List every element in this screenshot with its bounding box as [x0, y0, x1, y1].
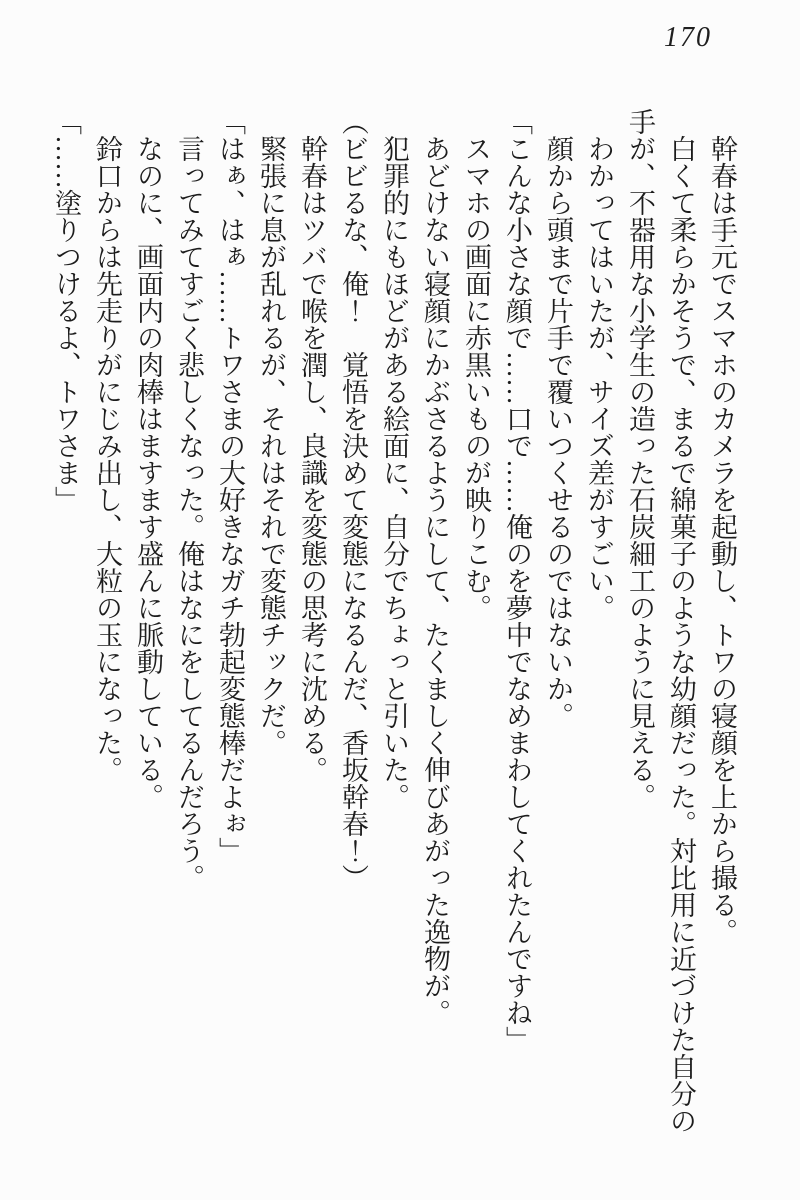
paragraph: 「こんな小さな顔で……口で……俺のを夢中でなめまわしてくれたんですね」 [502, 108, 532, 1053]
paragraph: わかってはいたが、サイズ差がすごい。 [584, 135, 614, 621]
page-number: 170 [664, 22, 712, 53]
paragraph: あどけない寝顔にかぶさるようにして、たくましく伸びあがった逸物が。 [420, 135, 450, 1026]
text-block [42, 108, 742, 1148]
paragraph: 鈴口からは先走りがにじみ出し、大粒の玉になった。 [92, 135, 122, 783]
paragraph: 犯罪的にもほどがある絵面に、自分でちょっと引いた。 [379, 135, 409, 810]
paragraph: 幹春はツバで喉を潤し、良識を変態の思考に沈める。 [297, 135, 327, 783]
paragraph: （ビビるな、俺！ 覚悟を決めて変態になるんだ、香坂幹春！） [338, 108, 368, 891]
paragraph: 顔から頭まで片手で覆いつくせるのではないか。 [543, 135, 573, 729]
paragraph: なのに、画面内の肉棒はますます盛んに脈動している。 [133, 135, 163, 810]
paragraph: 緊張に息が乱れるが、それはそれで変態チックだ。 [256, 135, 286, 756]
paragraph: 「はぁ、はぁ……トワさまの大好きなガチ勃起変態棒だよぉ」 [215, 108, 245, 864]
paragraph: スマホの画面に赤黒いものが映りこむ。 [461, 135, 491, 621]
paragraph: 白くて柔らかそうで、まるで綿菓子のような幼顔だった。対比用に近づけた自分の手が、不器用な小学生の造った石炭細工のように見える。 [625, 108, 696, 1134]
paragraph: 「……塗りつけるよ、トワさま」 [51, 108, 81, 513]
paragraph: 言ってみてすごく悲しくなった。俺はなにをしてるんだろう。 [174, 135, 204, 891]
paragraph: 幹春は手元でスマホのカメラを起動し、トワの寝顔を上から撮る。 [707, 135, 737, 945]
